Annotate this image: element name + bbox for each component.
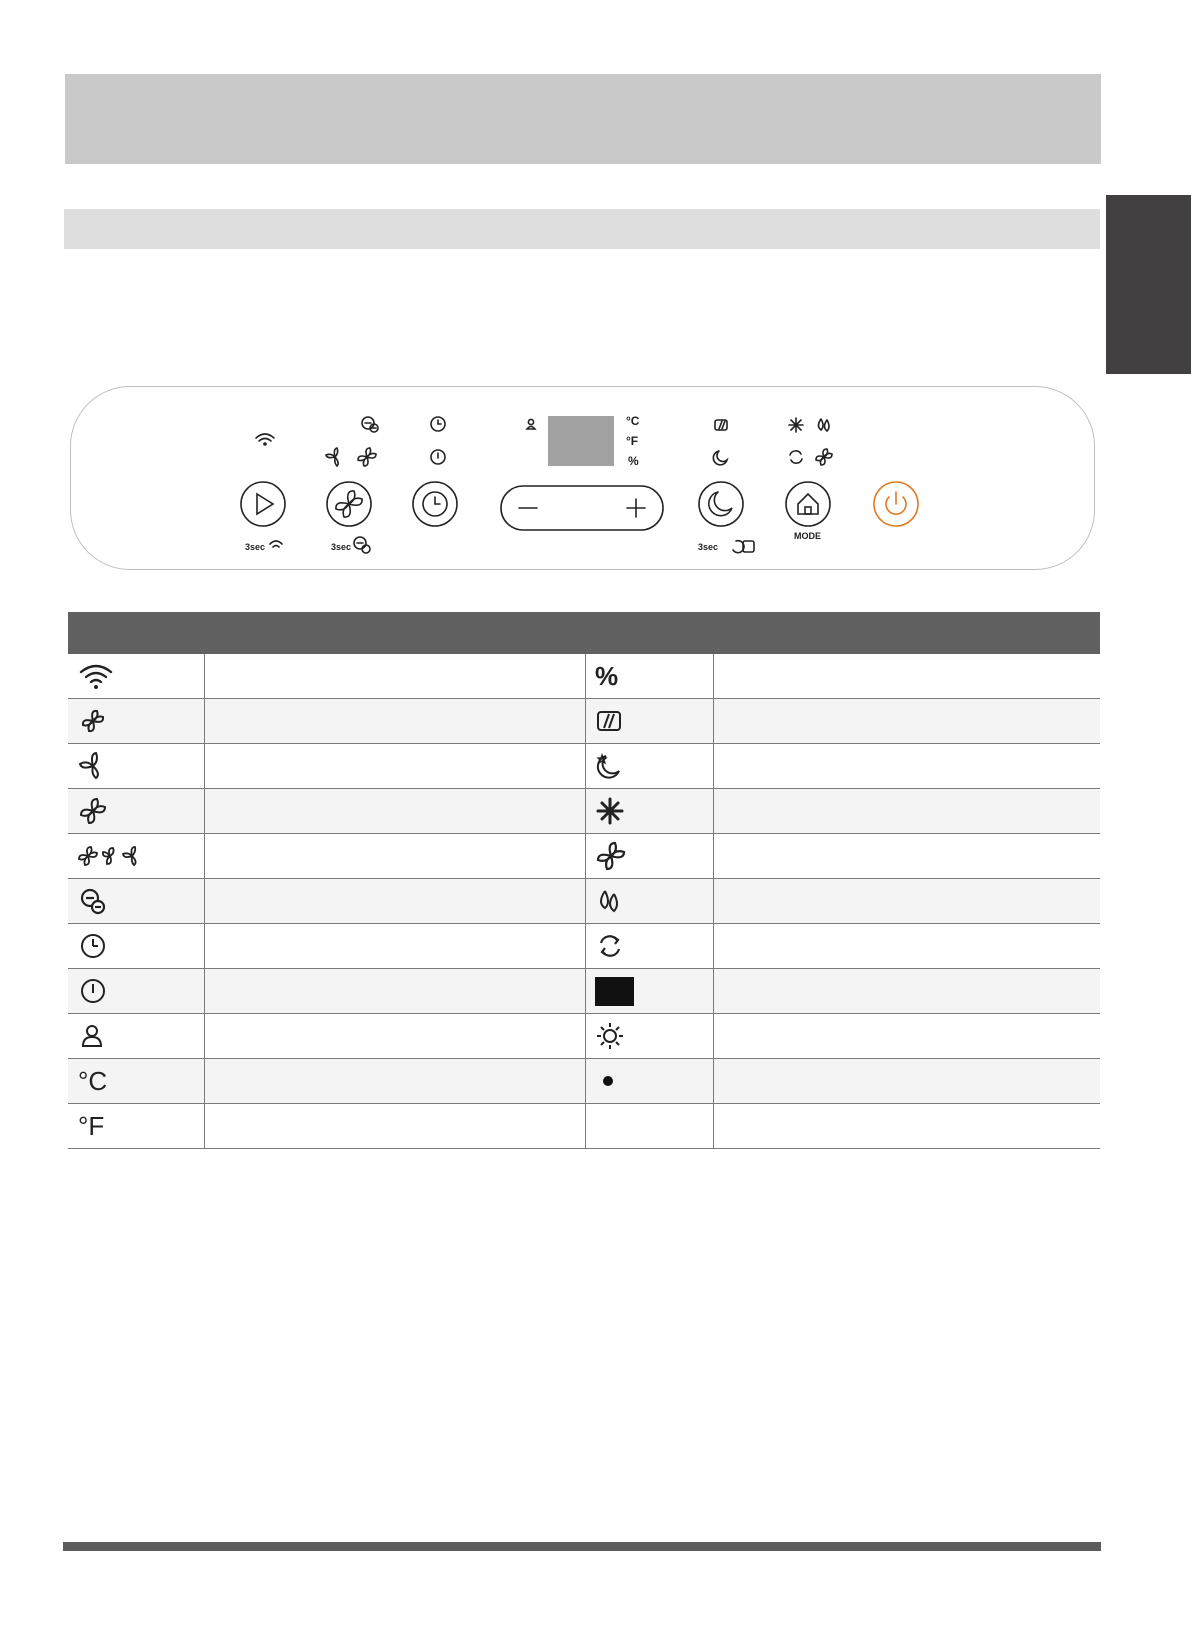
auto-mode-icon xyxy=(595,931,625,961)
fan-low-icon xyxy=(78,751,108,781)
power-button xyxy=(874,482,918,526)
table-row xyxy=(68,1059,1100,1104)
footer-bar xyxy=(63,1542,1101,1551)
header-band xyxy=(65,74,1101,164)
table-row xyxy=(68,699,1100,744)
fan-mode-icon xyxy=(595,840,627,872)
wifi-icon xyxy=(78,661,114,691)
table-row xyxy=(68,879,1100,924)
fan-high-icon xyxy=(78,796,108,826)
timer-off-icon xyxy=(78,976,108,1006)
fan-auto-icon xyxy=(78,706,108,736)
filter-reset-hold-icon xyxy=(733,541,754,553)
eco-icon xyxy=(78,886,108,916)
temp-adjust-button xyxy=(501,486,663,530)
heat-icon xyxy=(595,1021,625,1051)
dry-icon xyxy=(595,887,623,915)
table-row xyxy=(68,789,1100,834)
hold-label-eco: 3sec xyxy=(331,542,352,552)
fan-high-indicator-icon xyxy=(358,448,376,466)
person-indicator-icon xyxy=(527,419,535,429)
timer-on-indicator-icon xyxy=(431,417,445,431)
display-block-icon xyxy=(595,977,634,1006)
icon-table xyxy=(68,654,1100,1149)
unit-celsius: °C xyxy=(626,414,640,428)
side-language-tab xyxy=(1106,195,1191,374)
fan-button xyxy=(327,482,371,526)
filter-indicator-icon xyxy=(715,420,727,430)
timer-button xyxy=(413,482,457,526)
fan-mode-indicator-icon xyxy=(816,449,832,465)
control-panel-illustration xyxy=(70,386,1095,570)
table-row xyxy=(68,744,1100,789)
sleep-button xyxy=(699,482,743,526)
mode-cycle-button xyxy=(241,482,285,526)
eco-hold-icon xyxy=(354,537,370,553)
table-row xyxy=(68,1014,1100,1059)
sleep-indicator-icon xyxy=(713,451,727,465)
mode-button xyxy=(786,482,830,526)
fan-low-indicator-icon xyxy=(326,448,338,466)
hold-label-filter: 3sec xyxy=(698,542,719,552)
table-header xyxy=(68,612,1100,654)
dry-indicator-icon xyxy=(819,419,830,431)
digital-display xyxy=(548,416,614,466)
table-row xyxy=(68,969,1100,1014)
filter-icon xyxy=(595,708,623,734)
subheader-band xyxy=(64,209,1100,249)
fan-speeds-icon xyxy=(78,844,142,868)
timer-off-indicator-icon xyxy=(431,450,445,464)
wifi-indicator-icon xyxy=(256,434,274,445)
fahrenheit-icon: °F xyxy=(78,1110,105,1141)
eco-indicator-icon xyxy=(362,417,378,432)
auto-indicator-icon xyxy=(790,451,802,463)
celsius-icon: °C xyxy=(78,1065,108,1096)
table-row xyxy=(68,834,1100,879)
hold-label-wifi: 3sec xyxy=(245,542,266,552)
cool-indicator-icon xyxy=(789,418,803,432)
person-icon xyxy=(78,1022,106,1050)
cool-icon xyxy=(595,796,625,826)
table-row xyxy=(68,1104,1100,1149)
percent-icon: % xyxy=(595,660,619,691)
sleep-icon xyxy=(595,752,623,780)
dot-icon xyxy=(595,1068,621,1094)
wifi-hold-icon xyxy=(270,541,282,547)
unit-fahrenheit: °F xyxy=(626,434,639,448)
unit-percent: % xyxy=(628,454,639,468)
mode-label: MODE xyxy=(794,531,821,541)
timer-on-icon xyxy=(78,931,108,961)
table-row xyxy=(68,924,1100,969)
table-row xyxy=(68,654,1100,699)
